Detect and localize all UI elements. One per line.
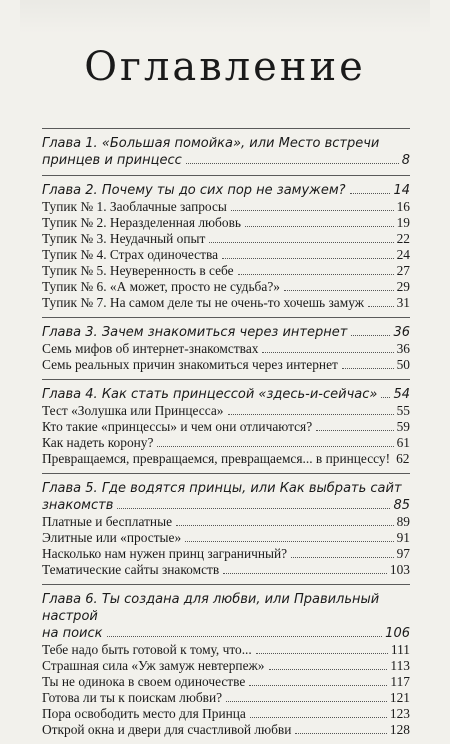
dot-leader [176, 525, 394, 526]
toc-entry[interactable] [42, 403, 410, 419]
chapter-heading-text: Глава 6. Ты создана для любви, или Правильный настрой [42, 592, 380, 624]
dot-leader [186, 163, 399, 164]
dot-leader [231, 210, 394, 211]
page-number: 24 [396, 247, 410, 262]
toc-entry-label: Тебе надо быть готовой к тому, что... [42, 642, 252, 657]
page-number: 62 [396, 451, 410, 466]
page-number: 61 [396, 435, 410, 450]
chapter-heading-line[interactable] [42, 497, 410, 514]
dot-leader [295, 733, 386, 734]
toc-entry-label: Насколько нам нужен принц заграничный? [42, 546, 288, 561]
chapter-heading-text: Глава 4. Как стать принцессой «здесь-и-сейчас» [42, 387, 378, 402]
dot-leader [291, 557, 393, 558]
toc-entry[interactable] [42, 419, 410, 435]
toc-entry[interactable] [42, 530, 410, 546]
toc-entry[interactable] [42, 247, 410, 263]
toc-entry-label: Ты не одинока в своем одиночестве [42, 674, 246, 689]
page-number: 117 [390, 674, 410, 689]
toc-entry-label: Пора освободить место для Принца [42, 706, 246, 721]
toc-entry[interactable] [42, 674, 410, 690]
chapter-heading-line[interactable] [42, 152, 410, 169]
toc-entry-label: Семь реальных причин знакомиться через интернет [42, 357, 338, 372]
dot-leader [222, 258, 394, 259]
dot-leader [284, 290, 394, 291]
chapter-heading-text: Глава 2. Почему ты до сих пор не замужем? [42, 183, 346, 198]
toc-entry[interactable] [42, 642, 410, 658]
toc-entry-label: Страшная сила «Уж замуж невтерпеж» [42, 658, 265, 673]
dot-leader [185, 541, 393, 542]
page-number: 19 [396, 215, 410, 230]
page-number: 29 [396, 279, 410, 294]
page-number: 103 [389, 562, 410, 577]
dot-leader [350, 193, 391, 194]
chapter-4 [42, 379, 410, 473]
chapter-divider [42, 584, 410, 585]
toc-entry-label: Платные и бесплатные [42, 514, 173, 529]
dot-leader [262, 352, 393, 353]
toc-entry-label: Готова ли ты к поискам любви? [42, 690, 223, 705]
page-number: 113 [390, 658, 410, 673]
toc-entry[interactable] [42, 435, 410, 451]
toc-entry-label: Открой окна и двери для счастливой любви [42, 722, 292, 737]
page-number: 89 [396, 514, 410, 529]
toc-entry[interactable] [42, 263, 410, 279]
toc-entry-label: Тест «Золушка или Принцесса» [42, 403, 224, 418]
toc-entry-label: Как надеть корону? [42, 435, 154, 450]
page-number: 36 [396, 341, 410, 356]
bleed-through-text [20, 0, 430, 34]
page-title: Оглавление [84, 44, 366, 90]
dot-leader [250, 717, 387, 718]
dot-leader [157, 446, 393, 447]
chapter-heading-line[interactable] [42, 480, 410, 497]
dot-leader [249, 685, 387, 686]
chapter-1 [42, 128, 410, 175]
chapter-5 [42, 473, 410, 584]
toc-entry[interactable] [42, 199, 410, 215]
toc-entry-label: Тупик № 1. Заоблачные запросы [42, 199, 227, 214]
dot-leader [269, 669, 388, 670]
chapter-heading-line[interactable] [42, 324, 410, 341]
toc-entry[interactable] [42, 279, 410, 295]
toc-entry[interactable] [42, 562, 410, 578]
page-number: 22 [396, 231, 410, 246]
toc-entry[interactable] [42, 706, 410, 722]
chapter-2 [42, 175, 410, 317]
dot-leader [342, 368, 394, 369]
chapter-heading-text: Глава 5. Где водятся принцы, или Как выбрать сайт [42, 481, 402, 496]
chapter-heading-text: Глава 3. Зачем знакомиться через интернет [42, 325, 348, 340]
page-number: 121 [389, 690, 410, 705]
chapter-heading-line[interactable] [42, 591, 410, 625]
chapter-6 [42, 584, 410, 744]
page-number: 97 [396, 546, 410, 561]
dot-leader [107, 636, 383, 637]
toc-entry[interactable] [42, 722, 410, 738]
page-number: 31 [396, 295, 410, 310]
chapter-divider [42, 379, 410, 380]
dot-leader [238, 274, 394, 275]
page-number: 27 [396, 263, 410, 278]
chapter-heading-text: принцев и принцесс [42, 153, 182, 168]
toc-entry-label: Тупик № 4. Страх одиночества [42, 247, 219, 262]
toc-entry[interactable] [42, 215, 410, 231]
toc-entry-label: Тематические сайты знакомств [42, 562, 220, 577]
page-number: 50 [396, 357, 410, 372]
dot-leader [381, 397, 390, 398]
chapter-3 [42, 317, 410, 379]
page-number: 55 [396, 403, 410, 418]
page-number: 91 [396, 530, 410, 545]
dot-leader [117, 508, 390, 509]
chapter-heading-text: Глава 1. «Большая помойка», или Место встречи [42, 136, 380, 151]
chapter-divider [42, 128, 410, 129]
toc-entry[interactable] [42, 658, 410, 674]
toc-entry[interactable] [42, 295, 410, 311]
page-number: 16 [396, 199, 410, 214]
page-number: 54 [393, 387, 410, 402]
chapter-heading-line[interactable] [42, 135, 410, 152]
chapter-divider [42, 473, 410, 474]
page-number: 128 [389, 722, 410, 737]
toc-entry-label: Элитные или «простые» [42, 530, 182, 545]
toc-entry-label: Тупик № 3. Неудачный опыт [42, 231, 206, 246]
page-number: 85 [393, 498, 410, 513]
page-number: 36 [393, 325, 410, 340]
chapter-heading-line[interactable] [42, 386, 410, 403]
dot-leader [256, 653, 388, 654]
toc-entry[interactable] [42, 357, 410, 373]
toc-entry-label: Тупик № 6. «А может, просто не судьба?» [42, 279, 280, 294]
page-number: 106 [385, 626, 410, 641]
toc-entry-label: Тупик № 5. Неуверенность в себе [42, 263, 234, 278]
toc-entry-label: Кто такие «принцессы» и чем они отличаются? [42, 419, 313, 434]
table-of-contents [42, 128, 410, 744]
toc-entry[interactable] [42, 231, 410, 247]
toc-entry[interactable] [42, 341, 410, 357]
toc-entry[interactable] [42, 546, 410, 562]
toc-entry-label: Тупик № 2. Неразделенная любовь [42, 215, 241, 230]
page-number: 8 [401, 153, 410, 168]
chapter-heading-line[interactable] [42, 625, 410, 642]
page-number: 123 [389, 706, 410, 721]
page-number: 59 [396, 419, 410, 434]
dot-leader [226, 701, 387, 702]
page-number: 111 [390, 642, 410, 657]
chapter-divider [42, 175, 410, 176]
toc-entry[interactable] [42, 690, 410, 706]
toc-entry-label: Тупик № 7. На самом деле ты не очень-то хочешь замуж [42, 295, 364, 310]
chapter-heading-line[interactable] [42, 182, 410, 199]
dot-leader [228, 414, 394, 415]
dot-leader [245, 226, 394, 227]
dot-leader [351, 335, 390, 336]
toc-entry-label: Превращаемся, превращаемся, превращаемся... в принцессу! [42, 451, 391, 466]
toc-entry[interactable] [42, 514, 410, 530]
page-number: 14 [393, 183, 410, 198]
dot-leader [368, 306, 394, 307]
toc-entry[interactable] [42, 451, 410, 467]
dot-leader [209, 242, 393, 243]
chapter-heading-text: на поиск [42, 626, 103, 641]
chapter-heading-text: знакомств [42, 498, 114, 513]
dot-leader [316, 430, 393, 431]
dot-leader [223, 573, 387, 574]
chapter-divider [42, 317, 410, 318]
toc-entry-label: Семь мифов об интернет-знакомствах [42, 341, 259, 356]
